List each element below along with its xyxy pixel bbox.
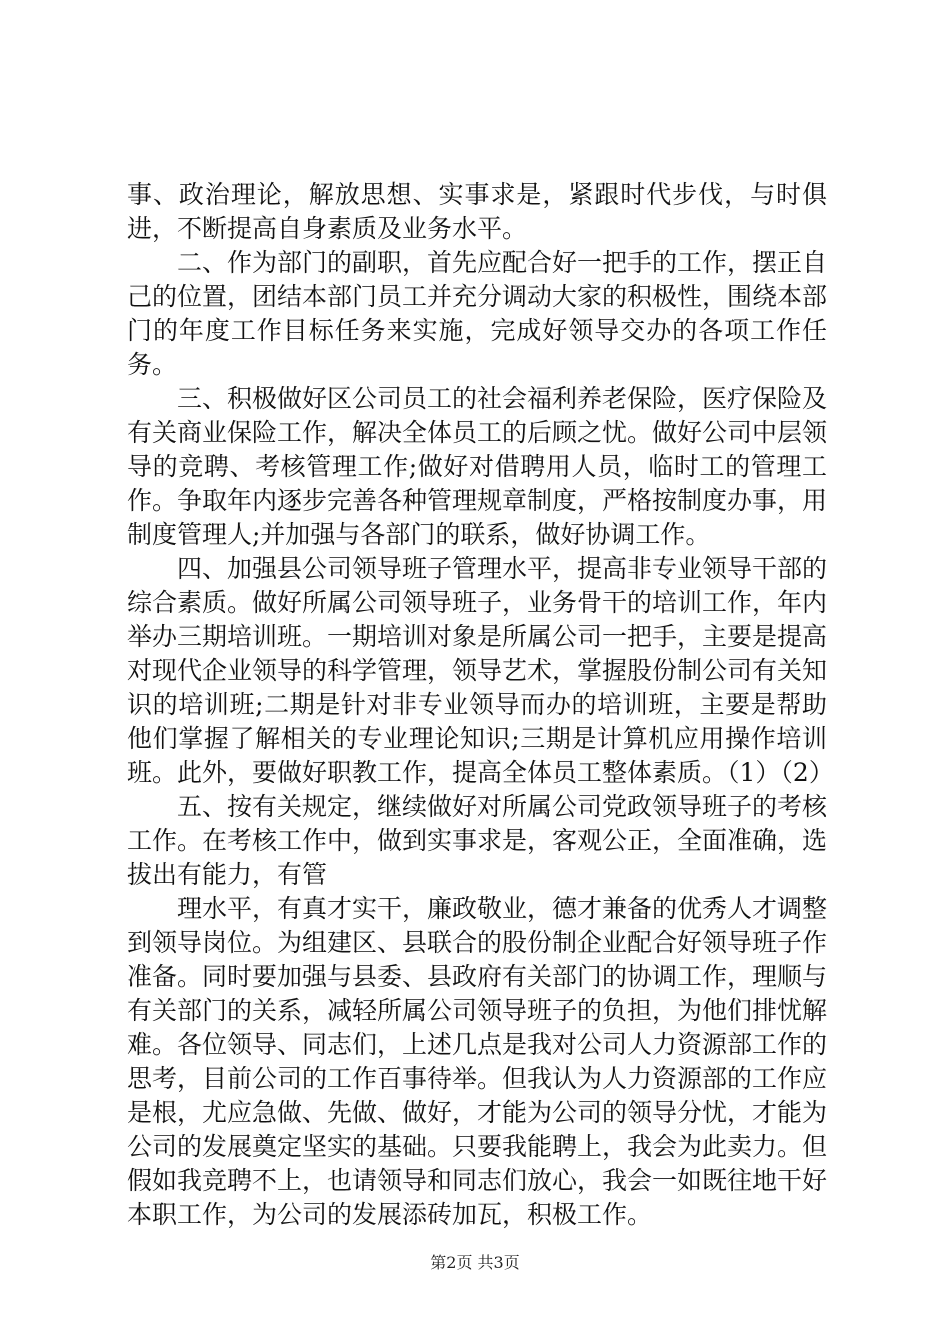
paragraph-continuation: 事、政治理论，解放思想、实事求是，紧跟时代步伐，与时俱进，不断提高自身素质及业务水平。 [127,180,827,243]
document-body [127,178,834,1232]
paragraph-item-5: 五、按有关规定，继续做好对所属公司党政领导班子的考核工作。在考核工作中，做到实事求是，客观公正，全面准确，选拔出有能力，有管 [127,792,828,889]
paragraph-item-3: 三、积极做好区公司员工的社会福利养老保险，医疗保险及有关商业保险工作，解决全体员工的后顾之忧。做好公司中层领导的竞聘、考核管理工作;做好对借聘用人员，临时工的管理工作。争取年内逐步完善各种管理规章制度，严格按制度办事，用制度管理人;并加强与各部门的联系，做好协调工作。 [127,384,828,549]
paragraph-item-2: 二、作为部门的副职，首先应配合好一把手的工作，摆正自己的位置，团结本部门员工并充分调动大家的积极性，围绕本部门的年度工作目标任务来实施，完成好领导交办的各项工作任务。 [127,248,828,379]
page-number-footer: 第2页 共3页 [430,1253,520,1272]
paragraph-item-4: 四、加强县公司领导班子管理水平，提高非专业领导干部的综合素质。做好所属公司领导班子，业务骨干的培训工作，年内举办三期培训班。一期培训对象是所属公司一把手，主要是提高对现代企业领导的科学管理，领导艺术，掌握股份制公司有关知识的培训班;二期是针对非专业领导而办的培训班，主要是帮助他们掌握了解相关的专业理论知识;三期是计算机应用操作培训班。此外，要做好职教工作，提高全体员工整体素质。（1）（2） [127,554,834,787]
paragraph-item-5-continued: 理水平，有真才实干，廉政敬业，德才兼备的优秀人才调整到领导岗位。为组建区、县联合的股份制企业配合好领导班子作准备。同时要加强与县委、县政府有关部门的协调工作，理顺与有关部门的关系，减轻所属公司领导班子的负担，为他们排忧解难。各位领导、同志们，上述几点是我对公司人力资源部工作的思考，目前公司的工作百事待举。但我认为人力资源部的工作应是根，尤应急做、先做、做好，才能为公司的领导分忧，才能为公司的发展奠定坚实的基础。只要我能聘上，我会为此卖力。但假如我竞聘不上，也请领导和同志们放心，我会一如既往地干好本职工作，为公司的发展添砖加瓦，积极工作。 [127,894,828,1229]
